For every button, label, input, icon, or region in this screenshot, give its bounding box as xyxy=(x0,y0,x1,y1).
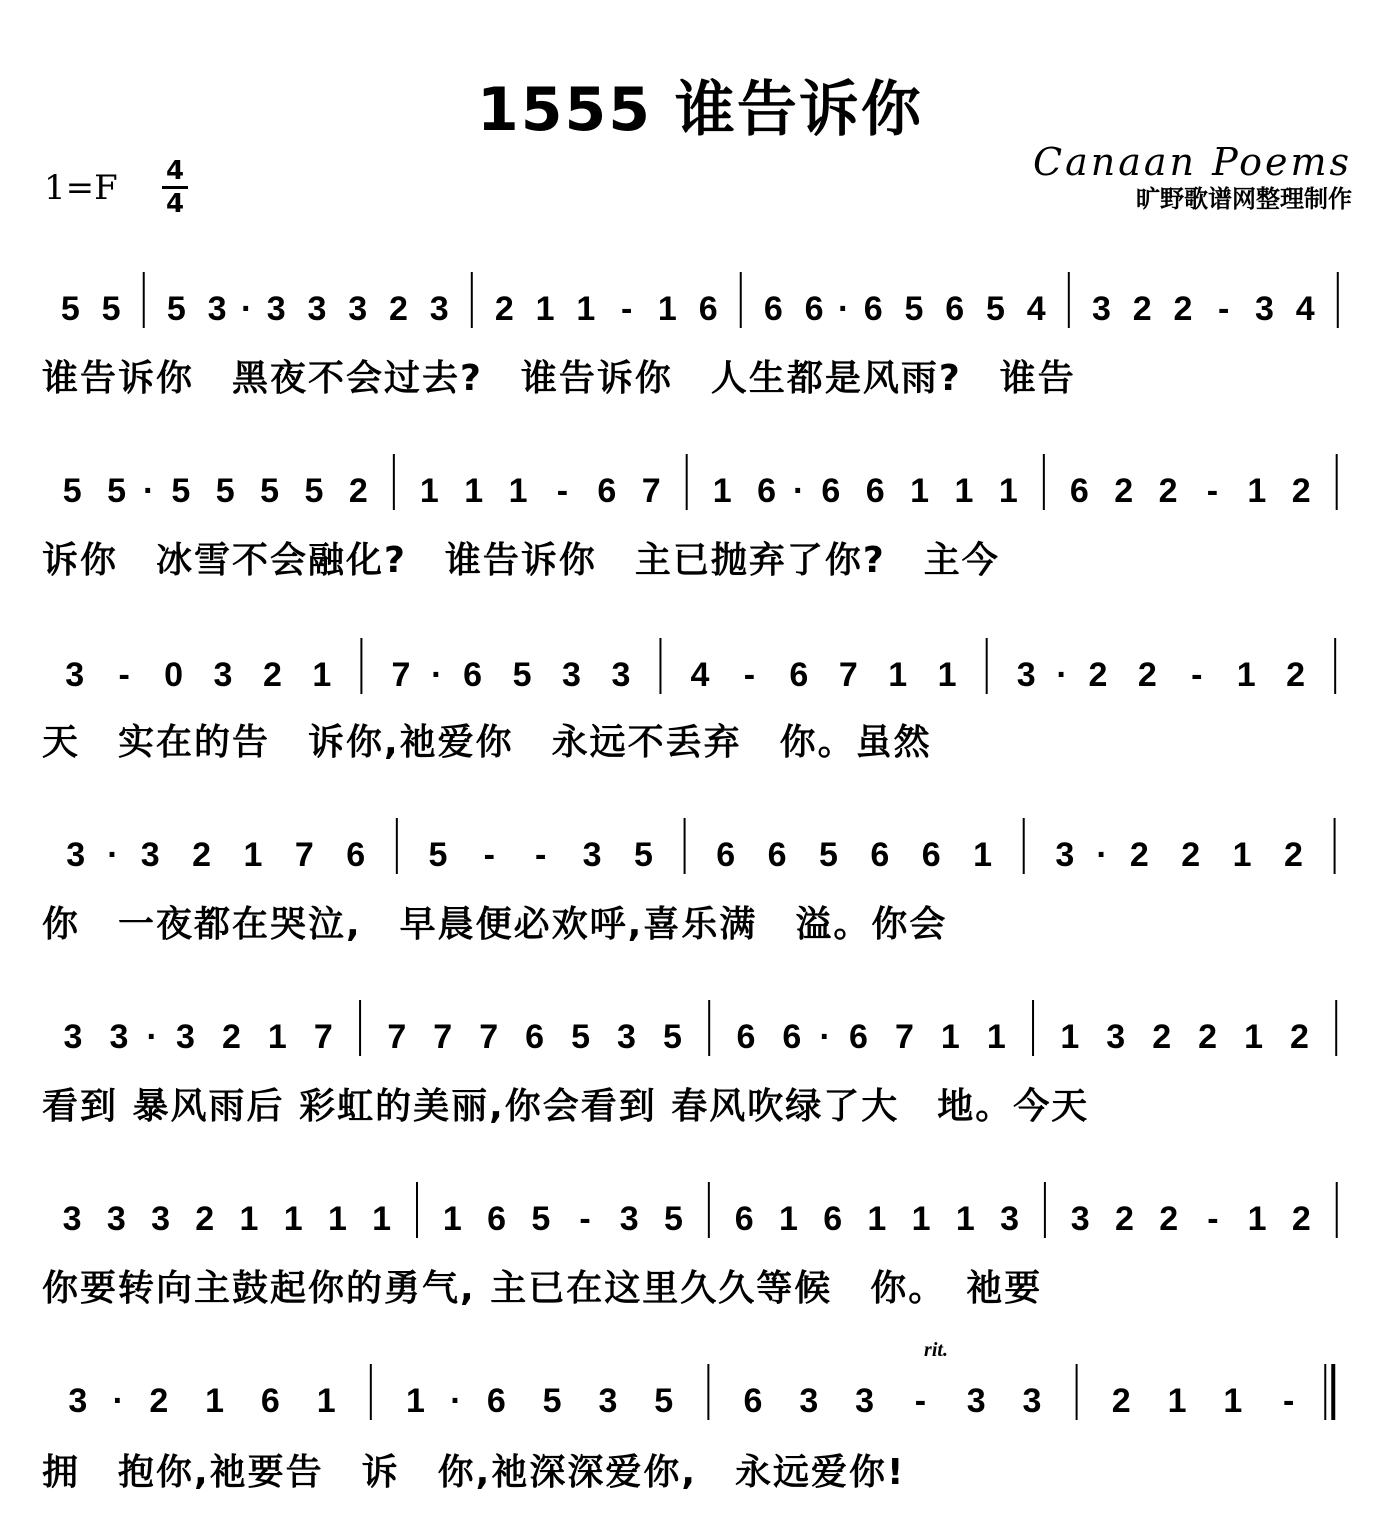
note: 1 xyxy=(576,290,596,328)
dot-mark: · xyxy=(240,290,253,328)
dot-mark: · xyxy=(837,290,850,328)
note: 2 xyxy=(1137,656,1157,694)
note: 6 xyxy=(486,1382,506,1420)
note: 2 xyxy=(1291,472,1311,510)
note: 2 xyxy=(1132,290,1152,328)
notation-svg xyxy=(0,444,1400,534)
note: 2 xyxy=(195,1200,215,1238)
note: 6 xyxy=(734,1200,754,1238)
note: 1 xyxy=(405,1382,425,1420)
note: 6 xyxy=(463,656,483,694)
note: 1 xyxy=(243,836,263,874)
dash-mark: - xyxy=(1282,1382,1295,1420)
note: 6 xyxy=(945,290,965,328)
note: 1 xyxy=(312,656,332,694)
note: 1 xyxy=(1060,1018,1080,1056)
dash-mark: - xyxy=(1206,472,1219,510)
note: 6 xyxy=(525,1018,545,1056)
note: 7 xyxy=(894,1018,914,1056)
note: 1 xyxy=(888,656,908,694)
note: 5 xyxy=(531,1200,551,1238)
note: 1 xyxy=(283,1200,303,1238)
note: 5 xyxy=(662,1018,682,1056)
note: 5 xyxy=(428,836,448,874)
note: 2 xyxy=(1284,836,1303,874)
note: 1 xyxy=(205,1382,225,1420)
note: 3 xyxy=(619,1200,639,1238)
note: 3 xyxy=(1022,1382,1042,1420)
note: 3 xyxy=(562,656,581,694)
note: 1 xyxy=(954,472,974,510)
note: 4 xyxy=(1295,290,1315,328)
note: 1 xyxy=(442,1200,462,1238)
note: 1 xyxy=(911,1200,931,1238)
note: 2 xyxy=(1159,1200,1179,1238)
note: 2 xyxy=(149,1382,169,1420)
note: 3 xyxy=(106,1200,126,1238)
note: 7 xyxy=(838,656,858,694)
note: 1 xyxy=(508,472,528,510)
note: 3 xyxy=(611,656,631,694)
note: 3 xyxy=(966,1382,986,1420)
note: 7 xyxy=(641,472,661,510)
note: 3 xyxy=(65,656,85,694)
note: 3 xyxy=(66,836,86,874)
note: 1 xyxy=(778,1200,798,1238)
note: 6 xyxy=(821,472,841,510)
lyric-line: 天 实在的告 诉你,祂爱你 永远不丢弃 你。虽然 xyxy=(42,722,932,763)
notation-svg xyxy=(0,990,1400,1080)
note: 1 xyxy=(267,1018,287,1056)
dash-mark: - xyxy=(1207,1200,1219,1238)
note: 5 xyxy=(62,472,82,510)
tempo-mark: rit. xyxy=(924,1339,948,1361)
note: 3 xyxy=(63,1018,83,1056)
note: 3 xyxy=(855,1382,875,1420)
note: 3 xyxy=(598,1382,618,1420)
note: 7 xyxy=(294,836,314,874)
time-signature xyxy=(160,156,190,219)
note: 3 xyxy=(62,1200,82,1238)
note: 3 xyxy=(307,290,327,328)
dash-mark: - xyxy=(620,290,633,328)
note: 6 xyxy=(863,290,883,328)
note: 6 xyxy=(789,656,809,694)
note: 3 xyxy=(1055,836,1075,874)
notation-svg xyxy=(0,628,1400,718)
note: 2 xyxy=(1291,1200,1311,1238)
note: 3 xyxy=(207,290,227,328)
note: 6 xyxy=(823,1200,843,1238)
note: 5 xyxy=(904,290,924,328)
note: 6 xyxy=(736,1018,756,1056)
note: 3 xyxy=(109,1018,129,1056)
note: 1 xyxy=(973,836,993,874)
note: 1 xyxy=(867,1200,887,1238)
notation-svg xyxy=(0,808,1400,898)
note: 1 xyxy=(464,472,484,510)
note: 1 xyxy=(1247,472,1267,510)
dash-mark: - xyxy=(1191,656,1203,694)
dash-mark: - xyxy=(1218,290,1230,328)
note: 6 xyxy=(865,472,885,510)
note: 1 xyxy=(712,472,732,510)
note: 6 xyxy=(1069,472,1089,510)
dot-mark: · xyxy=(431,656,443,694)
note: 2 xyxy=(262,656,282,694)
note: 3 xyxy=(348,290,368,328)
note: 5 xyxy=(542,1382,562,1420)
dot-mark: · xyxy=(450,1382,462,1420)
note: 1 xyxy=(937,656,957,694)
lyric-line: 看到 暴风雨后 彩虹的美丽,你会看到 春风吹绿了大 地。今天 xyxy=(42,1086,1090,1127)
note: 6 xyxy=(757,472,777,510)
note: 1 xyxy=(1247,1200,1267,1238)
note: 1 xyxy=(1232,836,1252,874)
note: 1 xyxy=(940,1018,960,1056)
dot-mark: · xyxy=(1056,656,1068,694)
dash-mark: - xyxy=(743,656,756,694)
note: 2 xyxy=(494,290,514,328)
note: 2 xyxy=(1115,1200,1134,1238)
note: 2 xyxy=(388,290,408,328)
note: 5 xyxy=(571,1018,591,1056)
note: 5 xyxy=(818,836,838,874)
note: 6 xyxy=(767,836,787,874)
note: 1 xyxy=(1223,1382,1243,1420)
note: 3 xyxy=(799,1382,819,1420)
song-title: 1555 谁告诉你 xyxy=(477,75,923,145)
lyric-line: 你 一夜都在哭泣, 早晨便必欢呼,喜乐满 溢。你会 xyxy=(42,904,948,945)
note: 3 xyxy=(213,656,233,694)
note: 2 xyxy=(1152,1018,1172,1056)
dash-mark: - xyxy=(579,1200,591,1238)
note: 1 xyxy=(1236,656,1256,694)
note: 1 xyxy=(910,472,930,510)
dot-mark: · xyxy=(143,472,155,510)
dot-mark: · xyxy=(146,1018,158,1056)
note: 1 xyxy=(657,290,677,328)
note: 5 xyxy=(215,472,235,510)
note: 1 xyxy=(327,1200,347,1238)
note: 6 xyxy=(716,836,736,874)
note: 5 xyxy=(664,1200,683,1238)
note: 0 xyxy=(164,656,184,694)
dash-mark: - xyxy=(535,836,547,874)
note: 2 xyxy=(1286,656,1306,694)
note: 2 xyxy=(1111,1382,1131,1420)
note: 5 xyxy=(107,472,127,510)
note: 6 xyxy=(346,836,366,874)
lyric-line: 你要转向主鼓起你的勇气, 主已在这里久久等候 你。 祂要 xyxy=(42,1268,1043,1309)
note: 6 xyxy=(698,290,718,328)
note: 4 xyxy=(690,656,710,694)
note: 3 xyxy=(429,290,449,328)
note: 2 xyxy=(1088,656,1108,694)
note: 6 xyxy=(921,836,941,874)
note: 7 xyxy=(313,1018,333,1056)
note: 5 xyxy=(634,836,653,874)
dot-mark: · xyxy=(1096,836,1108,874)
notation-svg xyxy=(0,1172,1400,1262)
dash-mark: - xyxy=(556,472,569,510)
note: 2 xyxy=(1290,1018,1309,1056)
note: 5 xyxy=(171,472,191,510)
dot-mark: · xyxy=(819,1018,831,1056)
time-signature-bottom: 4 xyxy=(165,189,185,219)
key-signature: 1=F xyxy=(44,168,118,208)
note: 1 xyxy=(535,290,555,328)
note: 7 xyxy=(479,1018,499,1056)
note: 5 xyxy=(101,290,121,328)
note: 1 xyxy=(372,1200,392,1238)
note: 3 xyxy=(1016,656,1036,694)
note: 6 xyxy=(782,1018,802,1056)
dot-mark: · xyxy=(107,836,119,874)
note: 6 xyxy=(743,1382,763,1420)
lyric-line: 诉你 冰雪不会融化? 谁告诉你 主已抛弃了你? 主今 xyxy=(42,540,1000,581)
note: 2 xyxy=(1114,472,1134,510)
note: 1 xyxy=(998,472,1018,510)
note: 3 xyxy=(582,836,602,874)
note: 5 xyxy=(654,1382,674,1420)
note: 2 xyxy=(348,472,368,510)
note: 1 xyxy=(1244,1018,1263,1056)
note: 6 xyxy=(260,1382,280,1420)
note: 1 xyxy=(316,1382,336,1420)
note: 3 xyxy=(151,1200,171,1238)
dot-mark: · xyxy=(112,1382,125,1420)
note: 5 xyxy=(60,290,80,328)
note: 6 xyxy=(804,290,824,328)
note: 5 xyxy=(260,472,280,510)
note: 2 xyxy=(1158,472,1178,510)
note: 3 xyxy=(1254,290,1274,328)
note: 3 xyxy=(140,836,160,874)
note: 1 xyxy=(419,472,439,510)
note: 2 xyxy=(1129,836,1149,874)
note: 5 xyxy=(985,290,1005,328)
lyric-line: 谁告诉你 黑夜不会过去? 谁告诉你 人生都是风雨? 谁告 xyxy=(42,358,1076,399)
note: 1 xyxy=(239,1200,259,1238)
note: 3 xyxy=(1000,1200,1019,1238)
note: 1 xyxy=(955,1200,975,1238)
note: 2 xyxy=(1198,1018,1218,1056)
note: 3 xyxy=(617,1018,636,1056)
note: 5 xyxy=(304,472,324,510)
note: 2 xyxy=(192,836,212,874)
note: 2 xyxy=(1181,836,1201,874)
note: 3 xyxy=(1070,1200,1090,1238)
note: 3 xyxy=(68,1382,88,1420)
time-signature-top: 4 xyxy=(165,156,185,186)
note: 6 xyxy=(597,472,617,510)
dot-mark: · xyxy=(793,472,805,510)
dash-mark: - xyxy=(118,656,130,694)
note: 5 xyxy=(512,656,532,694)
note: 2 xyxy=(1173,290,1193,328)
note: 3 xyxy=(176,1018,195,1056)
note: 6 xyxy=(849,1018,868,1056)
note: 6 xyxy=(763,290,783,328)
lyric-line: 拥 抱你,祂要告 诉 你,祂深深爱你, 永远爱你! xyxy=(42,1452,906,1493)
notation-svg xyxy=(0,1339,1400,1444)
note: 3 xyxy=(1091,290,1111,328)
note: 1 xyxy=(1167,1382,1187,1420)
note: 7 xyxy=(391,656,411,694)
dash-mark: - xyxy=(914,1382,927,1420)
notation-svg xyxy=(0,262,1400,352)
note: 2 xyxy=(221,1018,241,1056)
note: 5 xyxy=(166,290,186,328)
note: 7 xyxy=(433,1018,453,1056)
note: 4 xyxy=(1026,290,1046,328)
brand-chinese: 旷野歌谱网整理制作 xyxy=(1136,185,1352,213)
dash-mark: - xyxy=(483,836,495,874)
brand-block xyxy=(1033,140,1352,214)
brand-english: Canaan Poems xyxy=(1033,140,1352,184)
note: 6 xyxy=(870,836,890,874)
note: 3 xyxy=(266,290,286,328)
note: 3 xyxy=(1106,1018,1126,1056)
note: 7 xyxy=(387,1018,407,1056)
note: 1 xyxy=(986,1018,1006,1056)
note: 6 xyxy=(487,1200,507,1238)
